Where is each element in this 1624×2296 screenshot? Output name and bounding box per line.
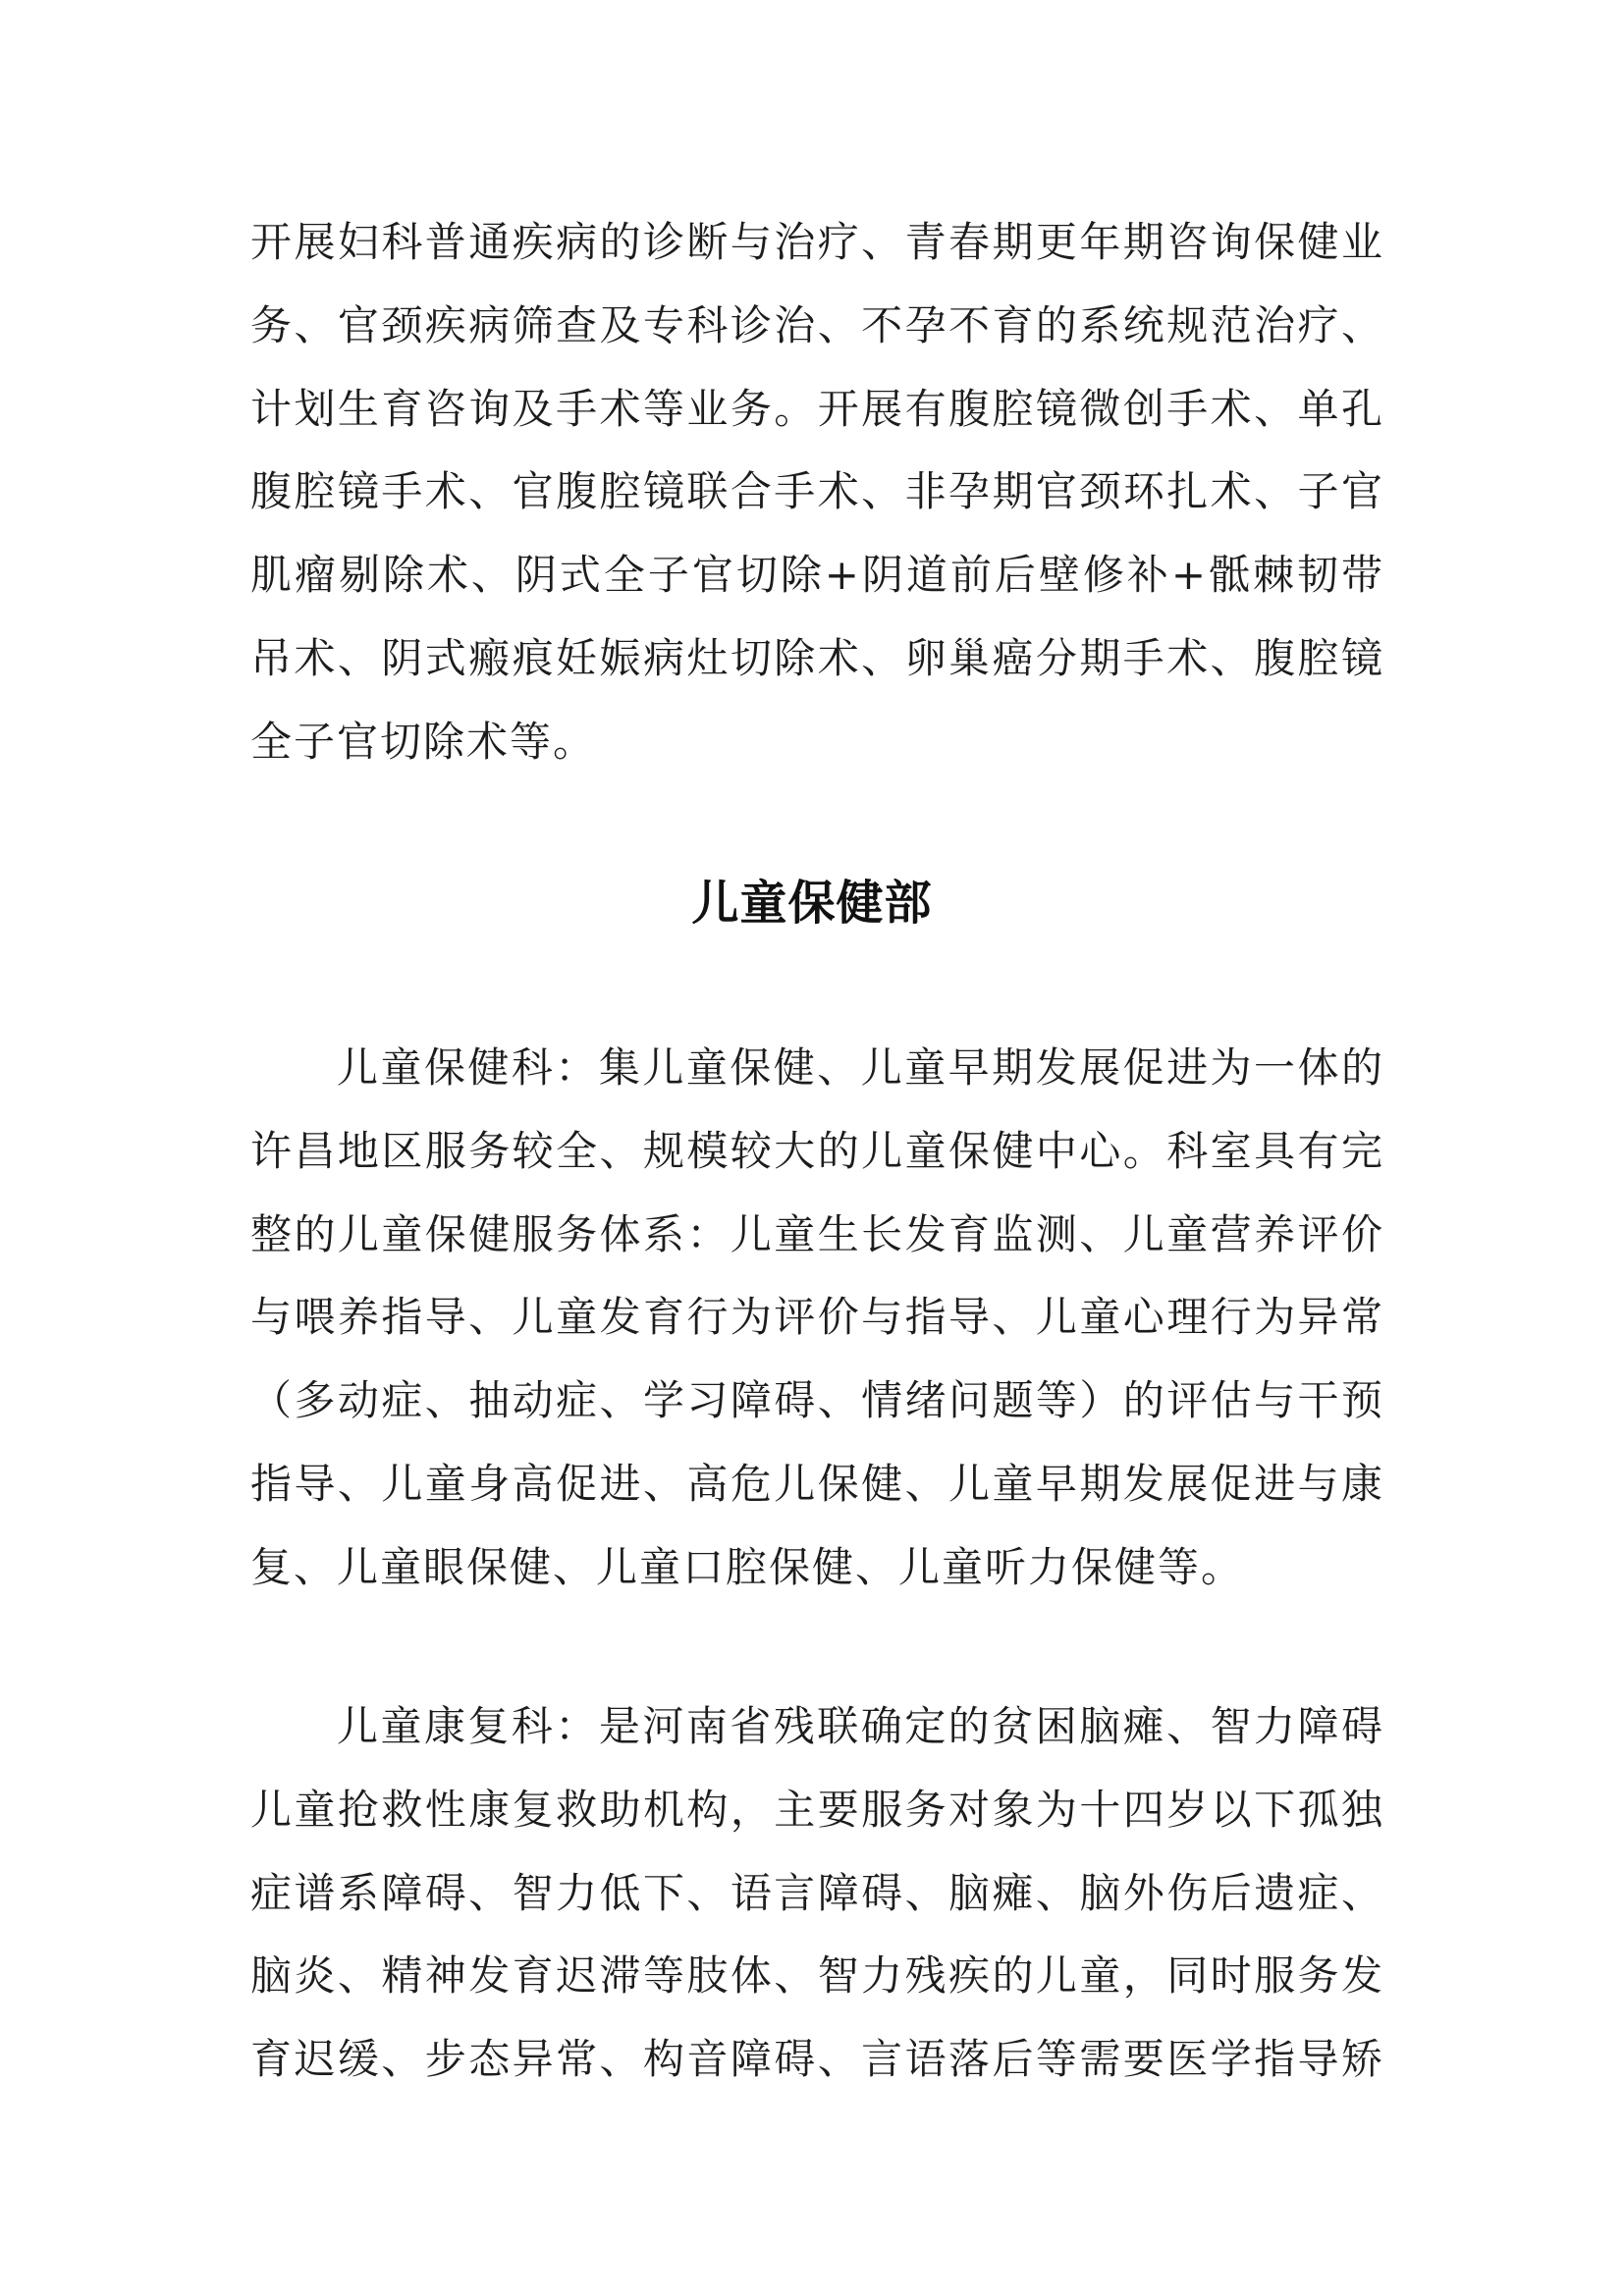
paragraph-line: 计划生育咨询及手术等业务。开展有腹腔镜微创手术、单孔 [250, 384, 1384, 433]
paragraph-child-rehabilitation [250, 1685, 1384, 2102]
paragraph-line: （多动症、抽动症、学习障碍、情绪问题等）的评估与干预 [250, 1376, 1384, 1424]
paragraph-line: 腹腔镜手术、官腹腔镜联合手术、非孕期官颈环扎术、子官 [250, 467, 1384, 516]
paragraph-line: 开展妇科普通疾病的诊断与治疗、青春期更年期咨询保健业 [250, 218, 1384, 266]
paragraph-line: 吊术、阴式瘢痕妊娠病灶切除术、卵巢癌分期手术、腹腔镜 [250, 633, 1384, 682]
paragraph-line: 与喂养指导、儿童发育行为评价与指导、儿童心理行为异常 [250, 1293, 1384, 1342]
section-heading: 儿童保健部 [691, 876, 933, 931]
paragraph-line: 肌瘤剔除术、阴式全子官切除+阴道前后壁修补+骶棘韧带 [250, 551, 1384, 599]
paragraph-line: 儿童抢救性康复救助机构，主要服务对象为十四岁以下孤独 [250, 1785, 1384, 1834]
paragraph-line: 育迟缓、步态异常、构音障碍、言语落后等需要医学指导矫 [250, 2035, 1384, 2083]
paragraph-line: 脑炎、精神发育迟滞等肢体、智力残疾的儿童，同时服务发 [250, 1951, 1384, 2001]
paragraph-line: 复、儿童眼保健、儿童口腔保健、儿童听力保健等。 [250, 1542, 1245, 1591]
paragraph-line: 务、官颈疾病筛查及专科诊治、不孕不育的系统规范治疗、 [250, 300, 1384, 349]
paragraph-child-health-clinic [250, 1027, 1384, 1609]
paragraph-line: 整的儿童保健服务体系：儿童生长发育监测、儿童营养评价 [250, 1209, 1384, 1258]
paragraph-line: 儿童康复科：是河南省残联确定的贫困脑瘫、智力障碍 [337, 1702, 1384, 1750]
paragraph-line: 症谱系障碍、智力低下、语言障碍、脑瘫、脑外伤后遗症、 [250, 1868, 1384, 1917]
paragraph-line: 许昌地区服务较全、规模较大的儿童保健中心。科室具有完 [250, 1126, 1384, 1175]
paragraph-gynecology-continuation [250, 201, 1384, 783]
paragraph-line: 全子官切除术等。 [250, 717, 597, 766]
paragraph-line: 指导、儿童身高促进、高危儿保健、儿童早期发展促进与康 [250, 1459, 1384, 1508]
paragraph-line: 儿童保健科：集儿童保健、儿童早期发展促进为一体的 [337, 1043, 1384, 1092]
